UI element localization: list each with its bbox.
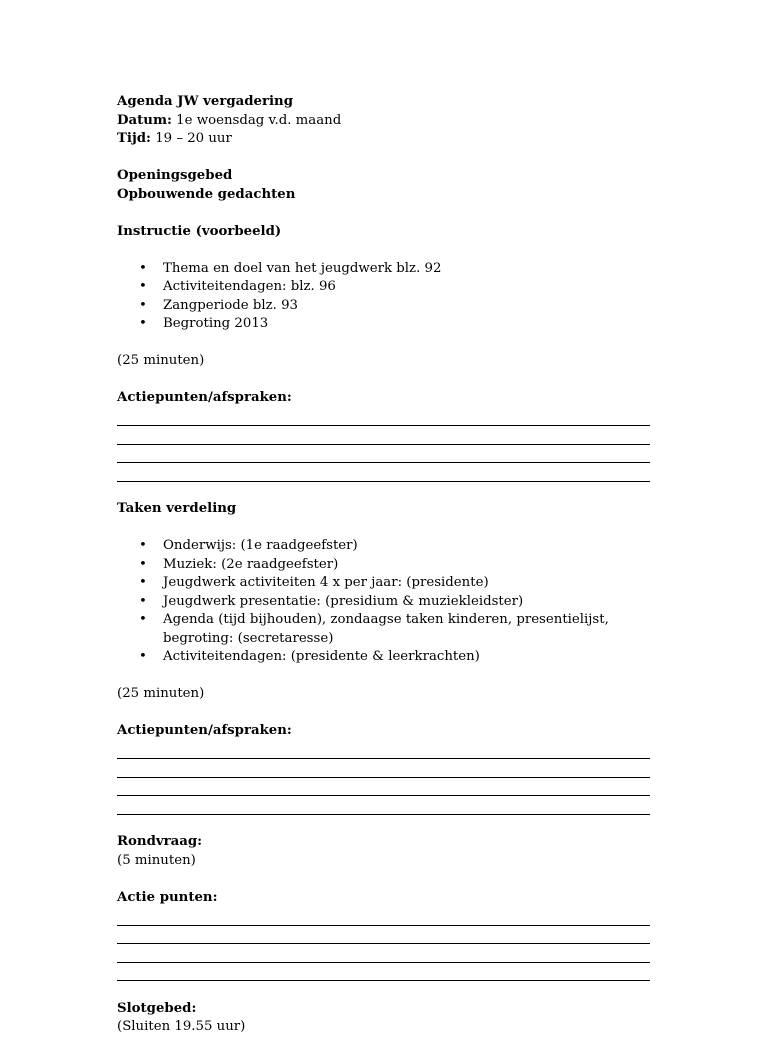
instruction-list bbox=[117, 260, 650, 334]
spacer bbox=[117, 482, 650, 501]
list-item-text: Thema en doel van het jeugdwerk blz. 92 bbox=[163, 260, 442, 276]
date-label: Datum: bbox=[117, 112, 172, 128]
instruction-duration: (25 minuten) bbox=[117, 353, 205, 368]
list-item bbox=[117, 315, 650, 334]
questions-duration: (5 minuten) bbox=[117, 852, 196, 868]
list-item-text: Begroting 2013 bbox=[163, 316, 269, 331]
spacer bbox=[117, 870, 650, 889]
date-line bbox=[117, 112, 650, 131]
writing-line bbox=[117, 463, 650, 482]
spacer bbox=[117, 519, 650, 538]
spacer bbox=[117, 981, 650, 1000]
bullet-icon: • bbox=[139, 612, 147, 627]
list-item bbox=[117, 556, 650, 575]
date-value: 1e woensdag v.d. maand bbox=[171, 112, 342, 128]
writing-line bbox=[117, 796, 650, 815]
bullet-icon: • bbox=[139, 297, 147, 313]
list-item-text: Activiteitendagen: (presidente & leerkrachten) bbox=[163, 649, 480, 664]
bullet-icon: • bbox=[139, 538, 147, 553]
list-item-text: Agenda (tijd bijhouden), zondaagse taken kinderen, presentielijst, bbox=[163, 612, 609, 627]
spacer bbox=[117, 241, 650, 260]
questions-action-heading: Actie punten: bbox=[117, 889, 218, 905]
questions-heading: Rondvraag: bbox=[117, 834, 203, 849]
time-label: Tijd: bbox=[117, 131, 151, 146]
tasks-heading: Taken verdeling bbox=[117, 501, 237, 516]
opening-prayer: Openingsgebed bbox=[117, 168, 233, 183]
bullet-icon: • bbox=[139, 649, 147, 664]
writing-line bbox=[117, 907, 650, 926]
list-item bbox=[117, 593, 650, 612]
list-item bbox=[117, 648, 650, 667]
list-item bbox=[117, 574, 650, 593]
instruction-heading: Instructie (voorbeeld) bbox=[117, 223, 282, 239]
bullet-icon: • bbox=[139, 260, 147, 276]
list-item-text: Activiteitendagen: blz. 96 bbox=[163, 279, 336, 294]
bullet-icon: • bbox=[139, 575, 147, 590]
time-value: 19 – 20 uur bbox=[150, 131, 232, 146]
closing-prayer: Slotgebed: bbox=[117, 1000, 197, 1016]
opening-thoughts: Opbouwende gedachten bbox=[117, 186, 296, 202]
list-item-text-continued: begroting: (secretaresse) bbox=[163, 630, 334, 646]
writing-line bbox=[117, 778, 650, 797]
bullet-icon: • bbox=[139, 316, 147, 331]
writing-line bbox=[117, 426, 650, 445]
writing-line bbox=[117, 741, 650, 760]
list-item-text: Zangperiode blz. 93 bbox=[163, 297, 298, 313]
bullet-icon: • bbox=[139, 593, 147, 609]
tasks-duration: (25 minuten) bbox=[117, 686, 205, 701]
spacer bbox=[117, 815, 650, 834]
bullet-icon: • bbox=[139, 556, 147, 572]
writing-line bbox=[117, 963, 650, 982]
writing-line bbox=[117, 408, 650, 427]
tasks-list bbox=[117, 537, 650, 667]
spacer bbox=[117, 371, 650, 390]
list-item bbox=[117, 260, 650, 279]
spacer bbox=[117, 204, 650, 223]
list-item-text: Jeugdwerk presentatie: (presidium & muziekleidster) bbox=[163, 593, 524, 609]
list-item-text: Onderwijs: (1e raadgeefster) bbox=[163, 538, 358, 553]
list-item-text: Muziek: (2e raadgeefster) bbox=[163, 556, 339, 572]
writing-line bbox=[117, 759, 650, 778]
list-item bbox=[117, 297, 650, 316]
instruction-action-heading: Actiepunten/afspraken: bbox=[117, 390, 292, 405]
writing-line bbox=[117, 926, 650, 945]
spacer bbox=[117, 704, 650, 723]
time-line bbox=[117, 130, 650, 149]
closing-time: (Sluiten 19.55 uur) bbox=[117, 1019, 246, 1034]
agenda-document bbox=[117, 93, 650, 1037]
list-item-text: Jeugdwerk activiteiten 4 x per jaar: (presidente) bbox=[163, 575, 489, 590]
document-title: Agenda JW vergadering bbox=[117, 94, 294, 109]
list-item bbox=[117, 537, 650, 556]
list-item bbox=[117, 611, 650, 648]
writing-line bbox=[117, 445, 650, 464]
tasks-action-heading: Actiepunten/afspraken: bbox=[117, 723, 292, 738]
spacer bbox=[117, 334, 650, 353]
list-item bbox=[117, 278, 650, 297]
spacer bbox=[117, 149, 650, 168]
bullet-icon: • bbox=[139, 279, 147, 294]
writing-line bbox=[117, 944, 650, 963]
spacer bbox=[117, 667, 650, 686]
